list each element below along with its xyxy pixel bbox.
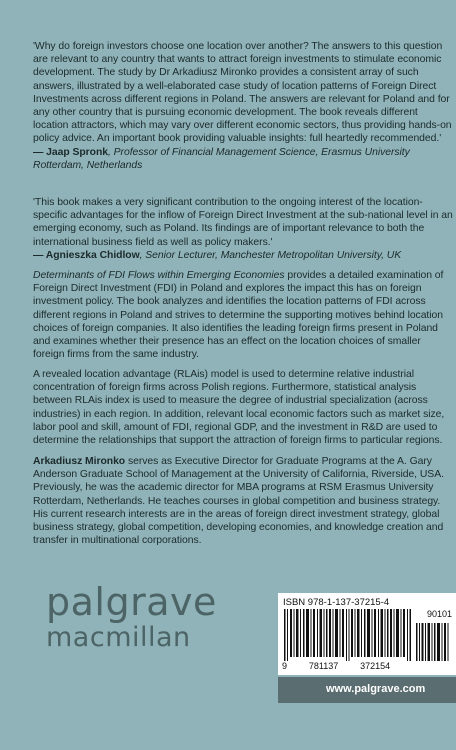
barcode-digits	[282, 661, 452, 671]
quote-2-attribution	[33, 249, 455, 262]
barcode-digit-group-3: 372154	[360, 661, 391, 671]
publisher-website[interactable]: www.palgrave.com	[326, 683, 426, 695]
quote-2-text: 'This book makes a very significant contribution to the ongoing interest of the location-specific advantages for the inflow of Foreign Direct Investment at the sub-national level in an emerging economy, such as Poland. Its findings are of important relevance to both the international business field as well as policy makers.'	[33, 197, 453, 248]
barcode-digit-group-1: 9	[282, 661, 288, 671]
author-name: Arkadiusz Mironko	[33, 456, 126, 467]
author-bio-text: serves as Executive Director for Graduate Programs at the A. Gary Anderson Graduate School of Management at the University of California, Riverside, USA. Previously, he was the academic director for MBA programs at RSM Erasmus University Rotterdam, Netherlands. He teaches courses in global competition and business strategy. His current research interests are in the areas of foreign direct investment strategy, global business strategy, global competition, developing economies, and knowledge creation and transfer in multinational corporations.	[33, 456, 444, 547]
description-1-text: provides a detailed examination of Foreign Direct Investment (FDI) in Poland and explores the impact this has on foreign investment policy. The book analyzes and identifies the location patterns of FDI across different regions in Poland and strives to determine the supporting motives behind location choices of foreign companies. It also identifies the leading foreign firms present in Poland and examines whether their presence has an effect on the location choices of smaller foreign firms from the same industry.	[33, 270, 444, 361]
quote-1-attribution	[33, 146, 455, 172]
author-bio	[33, 455, 455, 547]
website-bar	[278, 677, 456, 703]
quote-1-author: — Jaap Spronk	[33, 146, 108, 158]
endorsement-quote-2	[33, 196, 455, 262]
barcode-box	[278, 593, 456, 675]
publisher-logo-line-2: macmillan	[46, 622, 191, 653]
description-paragraph-2	[33, 368, 455, 447]
publisher-logo	[46, 580, 217, 653]
quote-1-role: , Professor of Financial Management Science, Erasmus University Rotterdam, Netherlands	[33, 146, 410, 171]
isbn-label: ISBN 978-1-137-37215-4	[283, 597, 390, 608]
barcode-price-code: 90101	[426, 609, 452, 619]
endorsement-quote-1	[33, 40, 455, 172]
publisher-logo-line-1: palgrave	[46, 580, 217, 624]
quote-1-text: 'Why do foreign investors choose one location over another? The answers to this question are relevant to any country that wants to attract foreign investments to stimulate economic development. The study by Dr Arkadiusz Mironko provides a consistent array of such answers, illustrated by a well-elaborated case study of location patterns of Foreign Direct Investments across different regions in Poland. The answers are relevant for Poland and for any other country that is pursuing economic development. The book reveals different location attractors, which may vary over different economic sectors, thus providing hands-on policy advice. An important book providing valuable insights: full heartedly recommended.'	[33, 41, 452, 145]
quote-2-role: , Senior Lecturer, Manchester Metropolitan University, UK	[139, 249, 402, 261]
description-paragraph-1	[33, 269, 455, 361]
quote-2-author: — Agnieszka Chidlow	[33, 249, 140, 261]
barcode-digit-group-2: 781137	[308, 661, 339, 671]
book-title: Determinants of FDI Flows within Emerging Economies	[33, 270, 285, 281]
description-2-text: A revealed location advantage (RLAis) model is used to determine relative industrial concentration of foreign firms across Polish regions. Furthermore, statistical analysis between RLAis index is used to measure the degree of industrial specialization (across industries) in each region. In addition, relevant local economic factors such as market size, labor pool and skill, amount of FDI, regional GDP, and the investment in R&D are used to determine the relationships that support the attraction of foreign firms to particular regions.	[33, 369, 445, 447]
